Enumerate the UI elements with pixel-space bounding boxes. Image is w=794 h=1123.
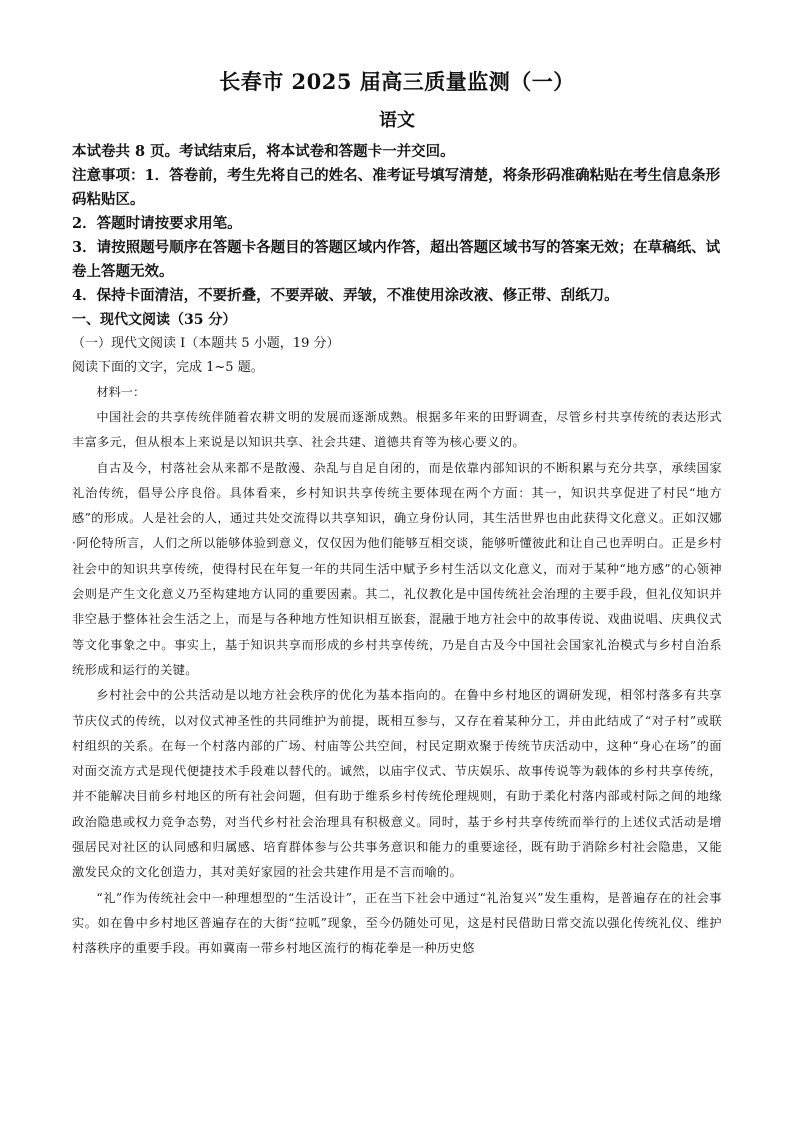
passage-paragraph: 乡村社会中的公共活动是以地方社会秩序的优化为基本指向的。在鲁中乡村地区的调研发现，相邻村落多有共享节庆仪式的传统，以对仪式神圣性的共同维护为前提，既相互参与，又存在着某种分工，并由此结成了“对子村”或联村组织的关系。在每一个村落内部的广场、村庙等公共空间，村民定期欢聚于传统节庆活动中，这种“身心在场”的面对面交流方式是现代便捷技术手段难以替代的。诚然，以庙宇仪式、节庆娱乐、故事传说等为载体的乡村共享传统，并不能解决目前乡村地区的所有社会问题，但有助于维系乡村传统伦理规则，有助于柔化村落内部或村际之间的地缘政治隐患或权力竞争态势，对当代乡村社会治理具有积极意义。同时，基于乡村共享传统而举行的上述仪式活动是增强居民对社区的认同感和归属感、培育群体参与公共事务意识和能力的重要途径，既有助于消除乡村社会隐患，又能激发民众的文化创造力，其对美好家园的社会共建作用是不言而喻的。 <box>72 688 722 880</box>
subject-title: 语文 <box>379 110 415 131</box>
section-heading: 一、现代文阅读（35 分） <box>72 312 237 328</box>
subsection-heading: （一）现代文阅读 I（本题共 5 小题，19 分） <box>72 336 340 351</box>
notice-intro: 本试卷共 8 页。考试结束后，将本试卷和答题卡一并交回。 <box>72 143 455 160</box>
notice-item-1: 注意事项：1．答卷前，考生先将自己的姓名、准考证号填写清楚，将条形码准确粘贴在考生信息条形码粘贴区。 <box>72 167 721 208</box>
exam-title: 长春市 2025 届高三质量监测（一） <box>219 69 575 94</box>
exam-notice <box>72 140 722 308</box>
notice-item-2: 2．答题时请按要求用笔。 <box>72 215 242 232</box>
passage-paragraph: 中国社会的共享传统伴随着农耕文明的发展而逐渐成熟。根据多年来的田野调查，尽管乡村共享传统的表达形式丰富多元，但从根本上来说是以知识共享、社会共建、道德共育等为核心要义的。 <box>72 410 722 450</box>
passage-paragraph: “礼”作为传统社会中一种理想型的“生活设计”，正在当下社会中通过“礼治复兴”发生重构，是普遍存在的社会事实。如在鲁中乡村地区普遍存在的大街“拉呱”现象，至今仍随处可见，这是村民借助日常交流以强化传统礼仪、维护村落秩序的重要手段。再如冀南一带乡村地区流行的梅花拳是一种历史悠 <box>72 890 722 956</box>
passage-paragraph: 自古及今，村落社会从来都不是散漫、杂乱与自足自闭的，而是依靠内部知识的不断积累与充分共享，承续国家礼治传统，倡导公序良俗。具体看来，乡村知识共享传统主要体现在两个方面：其一，知识共享促进了村民“地方感”的形成。人是社会的人，通过共处交流得以共享知识，确立身份认同，其生活世界也由此获得文化意义。正如汉娜·阿伦特所言，人们之所以能够体验到意义，仅仅因为他们能够互相交谈，能够听懂彼此和让自己也弄明白。正是乡村社会中的知识共享传统，使得村民在年复一年的共同生活中赋予乡村生活以文化意义，而对于某种“地方感”的心领神会则是产生文化意义乃至构建地方认同的重要因素。其二，礼仪教化是中国传统社会治理的主要手段，但礼仪知识并非空悬于整体社会生活之上，而是与各种地方性知识相互嵌套，混融于地方社会中的故事传说、戏曲说唱、庆典仪式等文化事象之中。事实上，基于知识共享而形成的乡村共享传统，乃是自古及今中国社会国家礼治模式与乡村自治系统形成和运行的关键。 <box>72 460 722 677</box>
material-label: 材料一： <box>96 385 146 399</box>
notice-item-4: 4．保持卡面清洁，不要折叠，不要弄破、弄皱，不准使用涂改液、修正带、刮纸刀。 <box>72 287 619 304</box>
reading-instruction: 阅读下面的文字，完成 1~5 题。 <box>72 360 264 375</box>
reading-passage <box>72 405 722 962</box>
notice-item-3: 3．请按照题号顺序在答题卡各题目的答题区域内作答，超出答题区域书写的答案无效；在草稿纸、试卷上答题无效。 <box>72 239 721 280</box>
exam-page <box>72 66 722 962</box>
